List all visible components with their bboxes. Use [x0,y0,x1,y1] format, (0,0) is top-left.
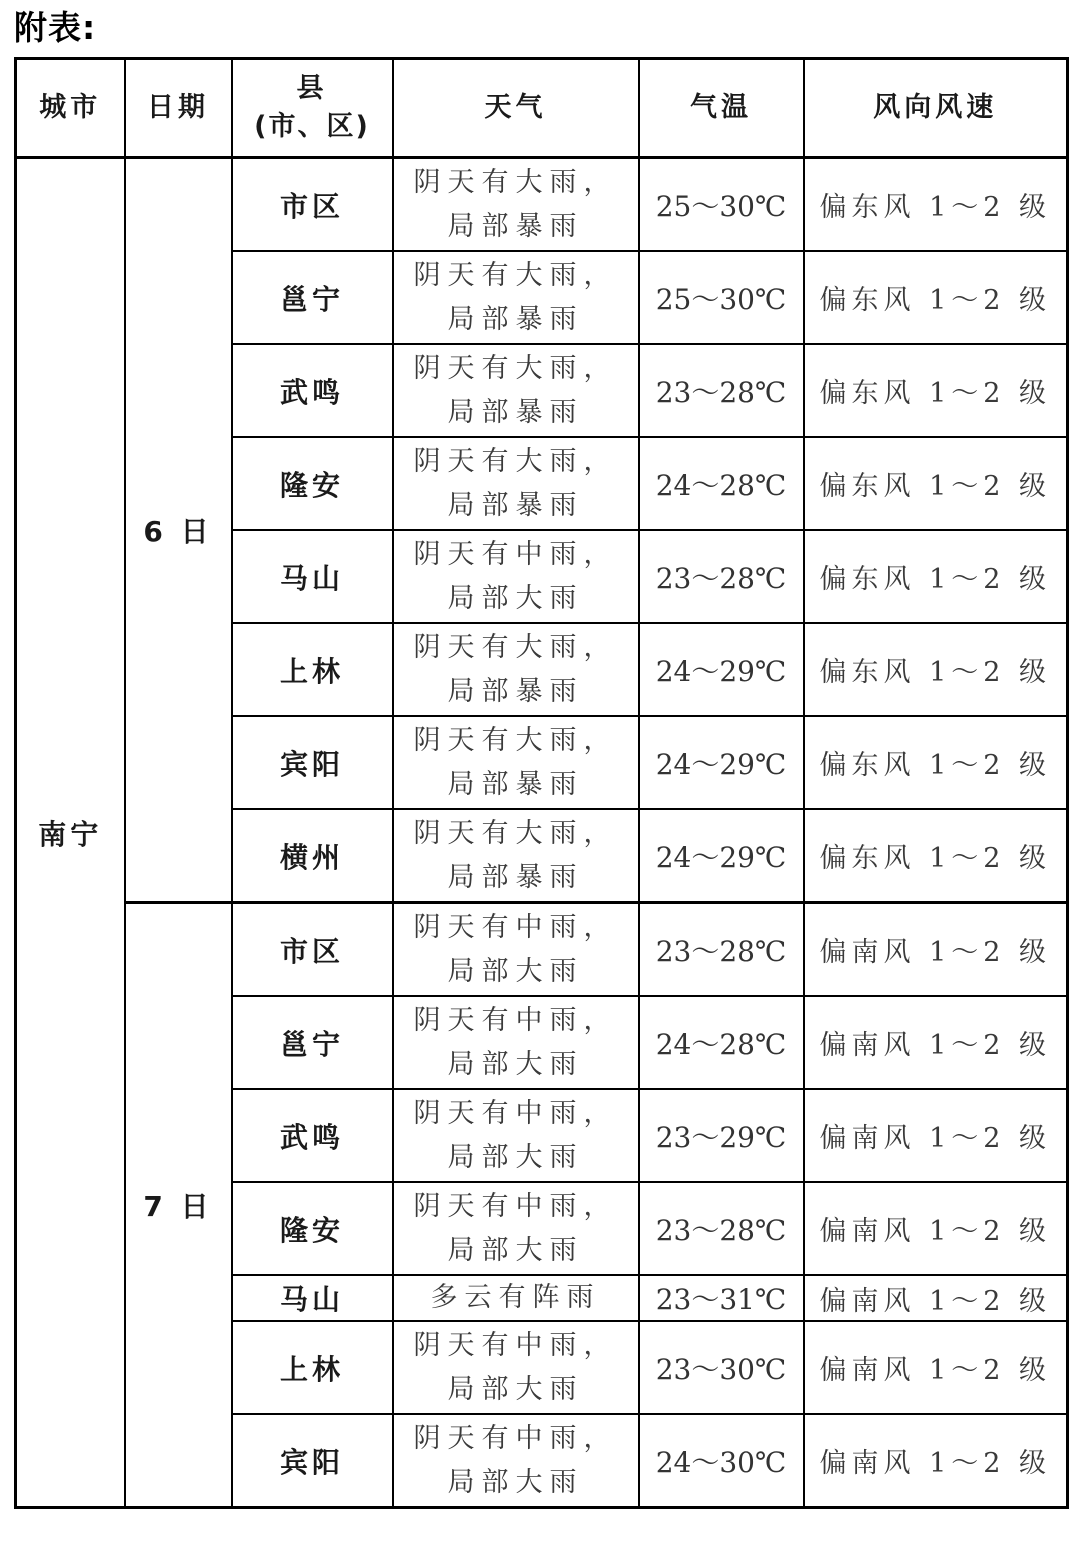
county-cell: 武鸣 [232,344,393,437]
temperature-cell: 23～29℃ [639,1089,804,1182]
header-wind: 风向风速 [804,59,1068,158]
wind-cell: 偏南风 1～2 级 [804,1275,1068,1321]
weather-cell: 阴天有中雨，局部大雨 [393,903,639,997]
temperature-cell: 23～28℃ [639,530,804,623]
date-cell: 7 日 [125,903,232,1508]
weather-cell: 阴天有中雨，局部大雨 [393,1321,639,1414]
temperature-cell: 24～29℃ [639,716,804,809]
header-county-line1: 县 [296,73,328,104]
date-cell: 6 日 [125,158,232,903]
temperature-cell: 24～28℃ [639,996,804,1089]
table-row [16,158,1068,252]
temperature-cell: 25～30℃ [639,158,804,252]
county-cell: 隆安 [232,437,393,530]
temperature-cell: 23～30℃ [639,1321,804,1414]
weather-cell: 阴天有大雨，局部暴雨 [393,251,639,344]
temperature-cell: 23～28℃ [639,1182,804,1275]
temperature-cell: 24～29℃ [639,623,804,716]
header-county [232,59,393,158]
county-cell: 邕宁 [232,251,393,344]
header-temperature: 气温 [639,59,804,158]
weather-cell: 阴天有大雨，局部暴雨 [393,437,639,530]
weather-cell: 阴天有中雨，局部大雨 [393,996,639,1089]
header-row [16,59,1068,158]
county-cell: 横州 [232,809,393,903]
temperature-cell: 24～28℃ [639,437,804,530]
wind-cell: 偏东风 1～2 级 [804,344,1068,437]
weather-cell: 阴天有中雨，局部大雨 [393,1182,639,1275]
county-cell: 武鸣 [232,1089,393,1182]
weather-cell: 阴天有大雨，局部暴雨 [393,809,639,903]
temperature-cell: 24～29℃ [639,809,804,903]
weather-cell: 阴天有中雨，局部大雨 [393,1089,639,1182]
county-cell: 市区 [232,158,393,252]
header-county-line2: (市、区) [254,111,370,142]
wind-cell: 偏东风 1～2 级 [804,437,1068,530]
wind-cell: 偏南风 1～2 级 [804,1182,1068,1275]
wind-cell: 偏东风 1～2 级 [804,623,1068,716]
wind-cell: 偏南风 1～2 级 [804,1414,1068,1508]
wind-cell: 偏东风 1～2 级 [804,530,1068,623]
weather-cell: 阴天有大雨，局部暴雨 [393,158,639,252]
weather-cell: 阴天有大雨，局部暴雨 [393,716,639,809]
county-cell: 上林 [232,623,393,716]
temperature-cell: 24～30℃ [639,1414,804,1508]
wind-cell: 偏南风 1～2 级 [804,1321,1068,1414]
county-cell: 市区 [232,903,393,997]
page-title: 附表: [14,8,97,47]
weather-cell: 阴天有中雨，局部大雨 [393,1414,639,1508]
header-weather: 天气 [393,59,639,158]
wind-cell: 偏南风 1～2 级 [804,903,1068,997]
temperature-cell: 23～28℃ [639,903,804,997]
wind-cell: 偏东风 1～2 级 [804,251,1068,344]
city-cell: 南宁 [16,158,125,1508]
county-cell: 马山 [232,530,393,623]
weather-cell: 阴天有大雨，局部暴雨 [393,623,639,716]
county-cell: 宾阳 [232,716,393,809]
weather-forecast-table [14,57,1069,1509]
weather-cell: 多云有阵雨 [393,1275,639,1321]
wind-cell: 偏东风 1～2 级 [804,158,1068,252]
county-cell: 上林 [232,1321,393,1414]
wind-cell: 偏东风 1～2 级 [804,716,1068,809]
wind-cell: 偏南风 1～2 级 [804,996,1068,1089]
county-cell: 马山 [232,1275,393,1321]
weather-cell: 阴天有大雨，局部暴雨 [393,344,639,437]
table-row [16,903,1068,997]
temperature-cell: 23～28℃ [639,344,804,437]
temperature-cell: 23～31℃ [639,1275,804,1321]
header-city: 城市 [16,59,125,158]
header-date: 日期 [125,59,232,158]
wind-cell: 偏东风 1～2 级 [804,809,1068,903]
weather-cell: 阴天有中雨，局部大雨 [393,530,639,623]
wind-cell: 偏南风 1～2 级 [804,1089,1068,1182]
county-cell: 隆安 [232,1182,393,1275]
county-cell: 宾阳 [232,1414,393,1508]
county-cell: 邕宁 [232,996,393,1089]
temperature-cell: 25～30℃ [639,251,804,344]
table-body [16,158,1068,1508]
